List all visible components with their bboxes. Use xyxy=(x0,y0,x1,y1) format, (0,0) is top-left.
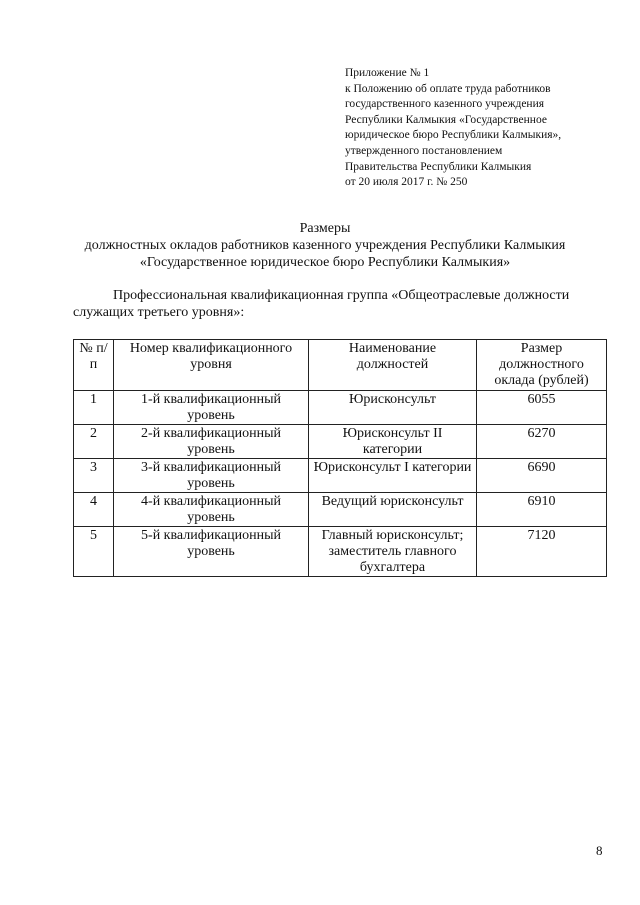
cell-salary: 7120 xyxy=(477,527,607,577)
cell-num: 4 xyxy=(74,493,114,527)
table-row xyxy=(74,391,607,425)
annex-line: к Положению об оплате труда работников xyxy=(345,82,551,95)
cell-level: 2-й квалификационный уровень xyxy=(114,425,309,459)
header-salary: Размер должностного оклада (рублей) xyxy=(477,340,607,391)
title-line: должностных окладов работников казенного учреждения Республики Калмыкия xyxy=(84,238,566,253)
annex-line: юридическое бюро Республики Калмыкия», xyxy=(345,129,562,142)
table-row xyxy=(74,425,607,459)
cell-level: 5-й квалификационный уровень xyxy=(114,527,309,577)
cell-position: Юрисконсульт xyxy=(309,391,477,425)
table-row xyxy=(74,527,607,577)
annex-line: государственного казенного учреждения xyxy=(345,98,545,111)
salary-table xyxy=(73,339,607,577)
table-row xyxy=(74,493,607,527)
annex-line: Республики Калмыкия «Государственное xyxy=(345,113,547,126)
annex-line: Правительства Республики Калмыкия xyxy=(345,160,532,173)
cell-num: 3 xyxy=(74,459,114,493)
cell-position: Главный юрисконсульт; заместитель главного бухгалтера xyxy=(309,527,477,577)
cell-num: 2 xyxy=(74,425,114,459)
cell-salary: 6055 xyxy=(477,391,607,425)
title-line: Размеры xyxy=(299,221,351,236)
header-position: Наименование должностей xyxy=(309,340,477,391)
cell-position: Юрисконсульт II категории xyxy=(309,425,477,459)
document-title xyxy=(40,220,610,271)
annex-line: от 20 июля 2017 г. № 250 xyxy=(345,176,468,189)
title-line: «Государственное юридическое бюро Республики Калмыкия» xyxy=(139,255,511,270)
header-num: № п/п xyxy=(74,340,114,391)
cell-level: 1-й квалификационный уровень xyxy=(114,391,309,425)
cell-position: Ведущий юрисконсульт xyxy=(309,493,477,527)
page-number: 8 xyxy=(596,843,603,858)
cell-salary: 6910 xyxy=(477,493,607,527)
cell-num: 5 xyxy=(74,527,114,577)
cell-level: 3-й квалификационный уровень xyxy=(114,459,309,493)
header-level: Номер квалификационного уровня xyxy=(114,340,309,391)
cell-position: Юрисконсульт I категории xyxy=(309,459,477,493)
cell-salary: 6270 xyxy=(477,425,607,459)
table-header-row xyxy=(74,340,607,391)
table-row xyxy=(74,459,607,493)
cell-num: 1 xyxy=(74,391,114,425)
cell-salary: 6690 xyxy=(477,459,607,493)
annex-note xyxy=(345,66,625,191)
cell-level: 4-й квалификационный уровень xyxy=(114,493,309,527)
annex-line: Приложение № 1 xyxy=(345,67,430,79)
annex-line: утвержденного постановлением xyxy=(345,144,503,157)
intro-paragraph: Профессиональная квалификационная группа «Общеотраслевые должности служащих третьего уровня»: xyxy=(73,288,570,320)
